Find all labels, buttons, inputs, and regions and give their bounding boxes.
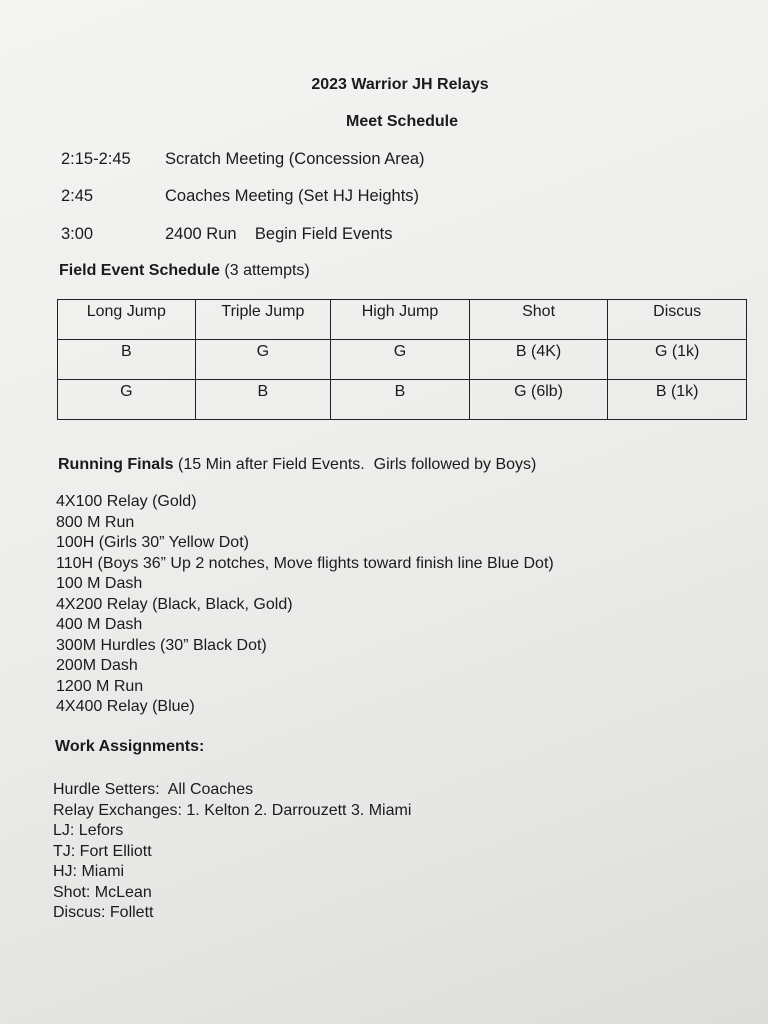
list-item: Hurdle Setters: All Coaches bbox=[53, 781, 254, 798]
field-event-heading bbox=[59, 262, 310, 280]
list-item: Discus: Follett bbox=[53, 904, 154, 921]
list-item: 4X200 Relay (Black, Black, Gold) bbox=[56, 595, 293, 613]
table-cell: B bbox=[58, 340, 196, 380]
field-event-heading-title: Field Event Schedule bbox=[59, 262, 220, 279]
table-header-cell: Shot bbox=[469, 300, 608, 340]
table-cell: G bbox=[331, 340, 470, 380]
table-header-cell: Discus bbox=[608, 300, 747, 340]
table-cell: B bbox=[331, 380, 470, 420]
list-item: Relay Exchanges: 1. Kelton 2. Darrouzett 3. Miami bbox=[53, 801, 412, 819]
field-event-heading-note: (3 attempts) bbox=[224, 262, 310, 279]
table-header-cell: Long Jump bbox=[58, 300, 196, 340]
list-item: 4X400 Relay (Blue) bbox=[56, 698, 195, 715]
work-assignments-heading bbox=[55, 738, 204, 756]
list-item: 400 M Dash bbox=[56, 616, 143, 633]
table-header-cell: High Jump bbox=[331, 300, 470, 340]
list-item: 4X100 Relay (Gold) bbox=[56, 493, 197, 510]
list-item: 300M Hurdles (30” Black Dot) bbox=[56, 636, 267, 654]
work-assignments-list bbox=[53, 780, 411, 924]
table-cell: G (6lb) bbox=[469, 380, 608, 420]
schedule-time: 2:45 bbox=[61, 187, 94, 205]
schedule-event: 2400 Run Begin Field Events bbox=[165, 225, 393, 243]
schedule-time: 3:00 bbox=[61, 225, 94, 243]
table-cell: G (1k) bbox=[608, 340, 747, 380]
list-item: LJ: Lefors bbox=[53, 822, 124, 839]
table-header-row bbox=[58, 300, 747, 340]
schedule-event: Coaches Meeting (Set HJ Heights) bbox=[165, 187, 420, 205]
schedule-event: Scratch Meeting (Concession Area) bbox=[165, 150, 425, 168]
list-item: 200M Dash bbox=[56, 657, 138, 674]
field-event-table bbox=[57, 299, 747, 420]
table-cell: B bbox=[195, 380, 331, 420]
list-item: Shot: McLean bbox=[53, 883, 152, 901]
table-cell: G bbox=[195, 340, 331, 380]
running-finals-heading-note: (15 Min after Field Events. Girls followed by Boys) bbox=[178, 456, 537, 473]
work-assignments-heading-title: Work Assignments: bbox=[55, 738, 205, 755]
table-cell: B (4K) bbox=[469, 340, 608, 380]
document-title: 2023 Warrior JH Relays bbox=[311, 76, 489, 93]
table-row bbox=[58, 340, 747, 380]
running-finals-heading-title: Running Finals bbox=[58, 456, 174, 473]
list-item: 100H (Girls 30” Yellow Dot) bbox=[56, 534, 249, 551]
list-item: 100 M Dash bbox=[56, 575, 143, 592]
list-item: 1200 M Run bbox=[56, 677, 144, 695]
schedule-time: 2:15-2:45 bbox=[61, 150, 131, 168]
list-item: 800 M Run bbox=[56, 513, 135, 531]
list-item: TJ: Fort Elliott bbox=[53, 842, 152, 860]
document-subtitle: Meet Schedule bbox=[345, 113, 459, 130]
list-item: 110H (Boys 36” Up 2 notches, Move flights toward finish line Blue Dot) bbox=[56, 554, 554, 572]
table-cell: G bbox=[58, 380, 196, 420]
running-finals-heading bbox=[58, 456, 536, 474]
list-item: HJ: Miami bbox=[53, 863, 125, 880]
table-row bbox=[58, 380, 747, 420]
running-finals-list bbox=[56, 492, 554, 718]
table-cell: B (1k) bbox=[608, 380, 747, 420]
table-header-cell: Triple Jump bbox=[195, 300, 331, 340]
